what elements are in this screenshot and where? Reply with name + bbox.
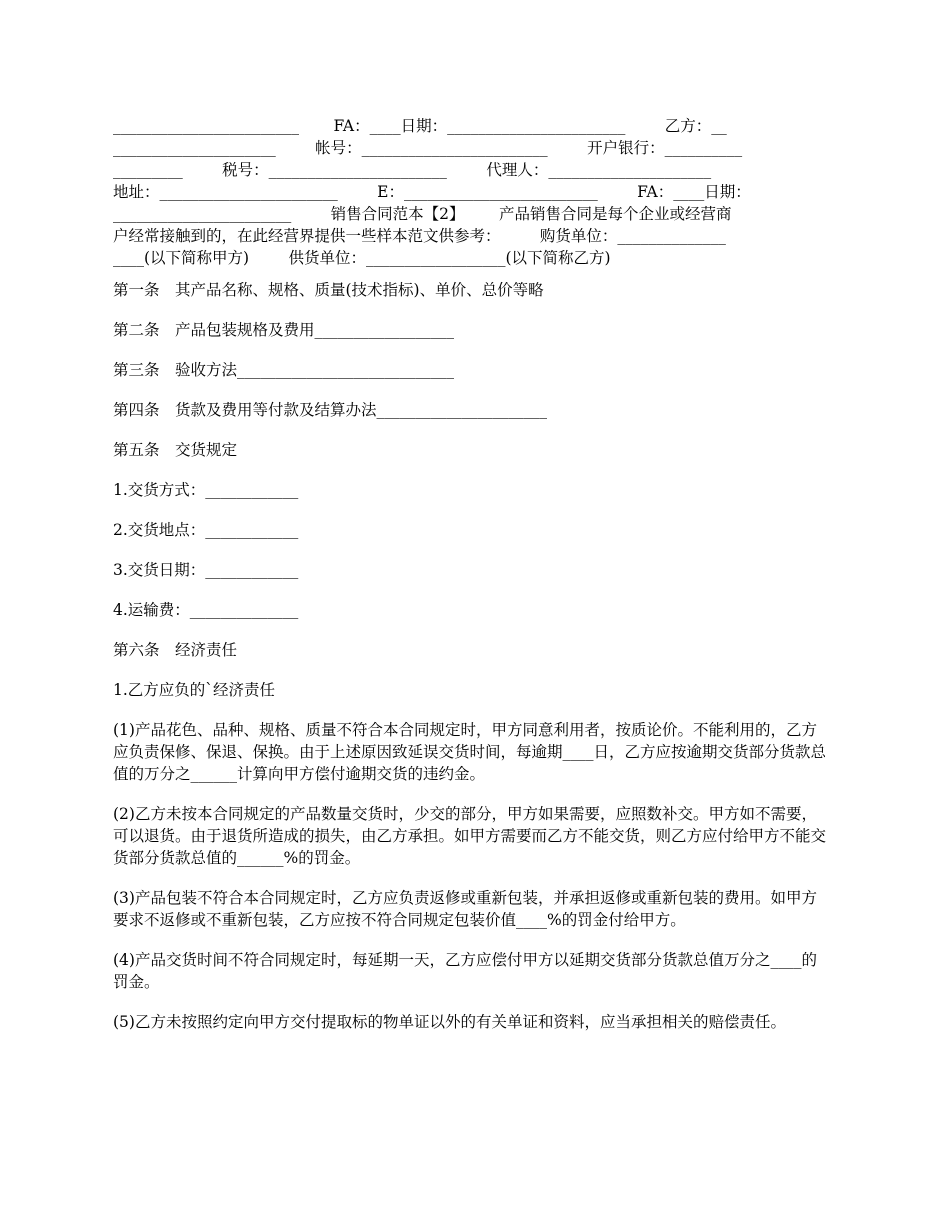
header-line: ____(以下简称甲方) 供货单位：__________________(以下简称乙方) — [113, 249, 611, 267]
document-body — [113, 115, 839, 1051]
header-line: 地址：_______________________ E：_________________________ FA：____日期： — [113, 183, 751, 201]
delivery-location: 2.交货地点：____________ — [113, 521, 299, 539]
liability-paragraph-5: (5)乙方未按照约定向甲方交付提取标的物单证以外的有关单证和资料，应当承担相关的赔偿责任。 — [113, 1013, 786, 1031]
clause-article-3: 第三条 验收方法____________________________ — [113, 361, 455, 379]
contract-clauses — [113, 279, 839, 1033]
liability-paragraph-3: (3)产品包装不符合本合同规定时，乙方应负责返修或重新包装，并承担返修或重新包装的费用。如甲方要求不返修或不重新包装，乙方应按不符合同规定包装价值____%的罚金付给甲方。 — [113, 889, 817, 929]
delivery-method: 1.交货方式：____________ — [113, 481, 299, 499]
header-line: _________ 税号：_______________________ 代理人：_____________________ — [113, 161, 712, 179]
clause-article-6: 第六条 经济责任 — [113, 641, 238, 659]
delivery-date: 3.交货日期：____________ — [113, 561, 299, 579]
liability-paragraph-1: (1)产品花色、品种、规格、质量不符合本合同规定时，甲方同意利用者，按质论价。不能利用的，乙方应负责保修、保退、保换。由于上述原因致延误交货时间，每逾期____日，乙方应按逾期交货部分货款总值的万分之______计算向甲方偿付逾期交货的违约金。 — [113, 721, 827, 783]
header-line: _______________________ 销售合同范本【2】 产品销售合同是每个企业或经营商 — [113, 205, 732, 223]
header-line: 户经常接触到的，在此经营界提供一些样本范文供参考： 购货单位：______________ — [113, 227, 726, 245]
contract-header-block — [113, 115, 839, 269]
liability-paragraph-4: (4)产品交货时间不符合同规定时，每延期一天，乙方应偿付甲方以延期交货部分货款总值万分之____的罚金。 — [113, 951, 817, 991]
clause-article-4: 第四条 货款及费用等付款及结算办法______________________ — [113, 401, 548, 419]
clause-article-2: 第二条 产品包装规格及费用__________________ — [113, 321, 455, 339]
header-line: _____________________ 帐号：________________________ 开户银行：__________ — [113, 139, 743, 157]
header-line: ________________________ FA：____日期：_______________________ 乙方：__ — [113, 117, 727, 135]
clause-article-5: 第五条 交货规定 — [113, 441, 238, 459]
seller-liability-heading: 1.乙方应负的`经济责任 — [113, 681, 276, 699]
transport-fee: 4.运输费：______________ — [113, 601, 299, 619]
liability-paragraph-2: (2)乙方未按本合同规定的产品数量交货时，少交的部分，甲方如果需要，应照数补交。甲方如不需要，可以退货。由于退货所造成的损失，由乙方承担。如甲方需要而乙方不能交货，则乙方应付给甲方不能交货部分货款总值的______%的罚金。 — [113, 805, 827, 867]
clause-article-1: 第一条 其产品名称、规格、质量(技术指标)、单价、总价等略 — [113, 281, 544, 299]
